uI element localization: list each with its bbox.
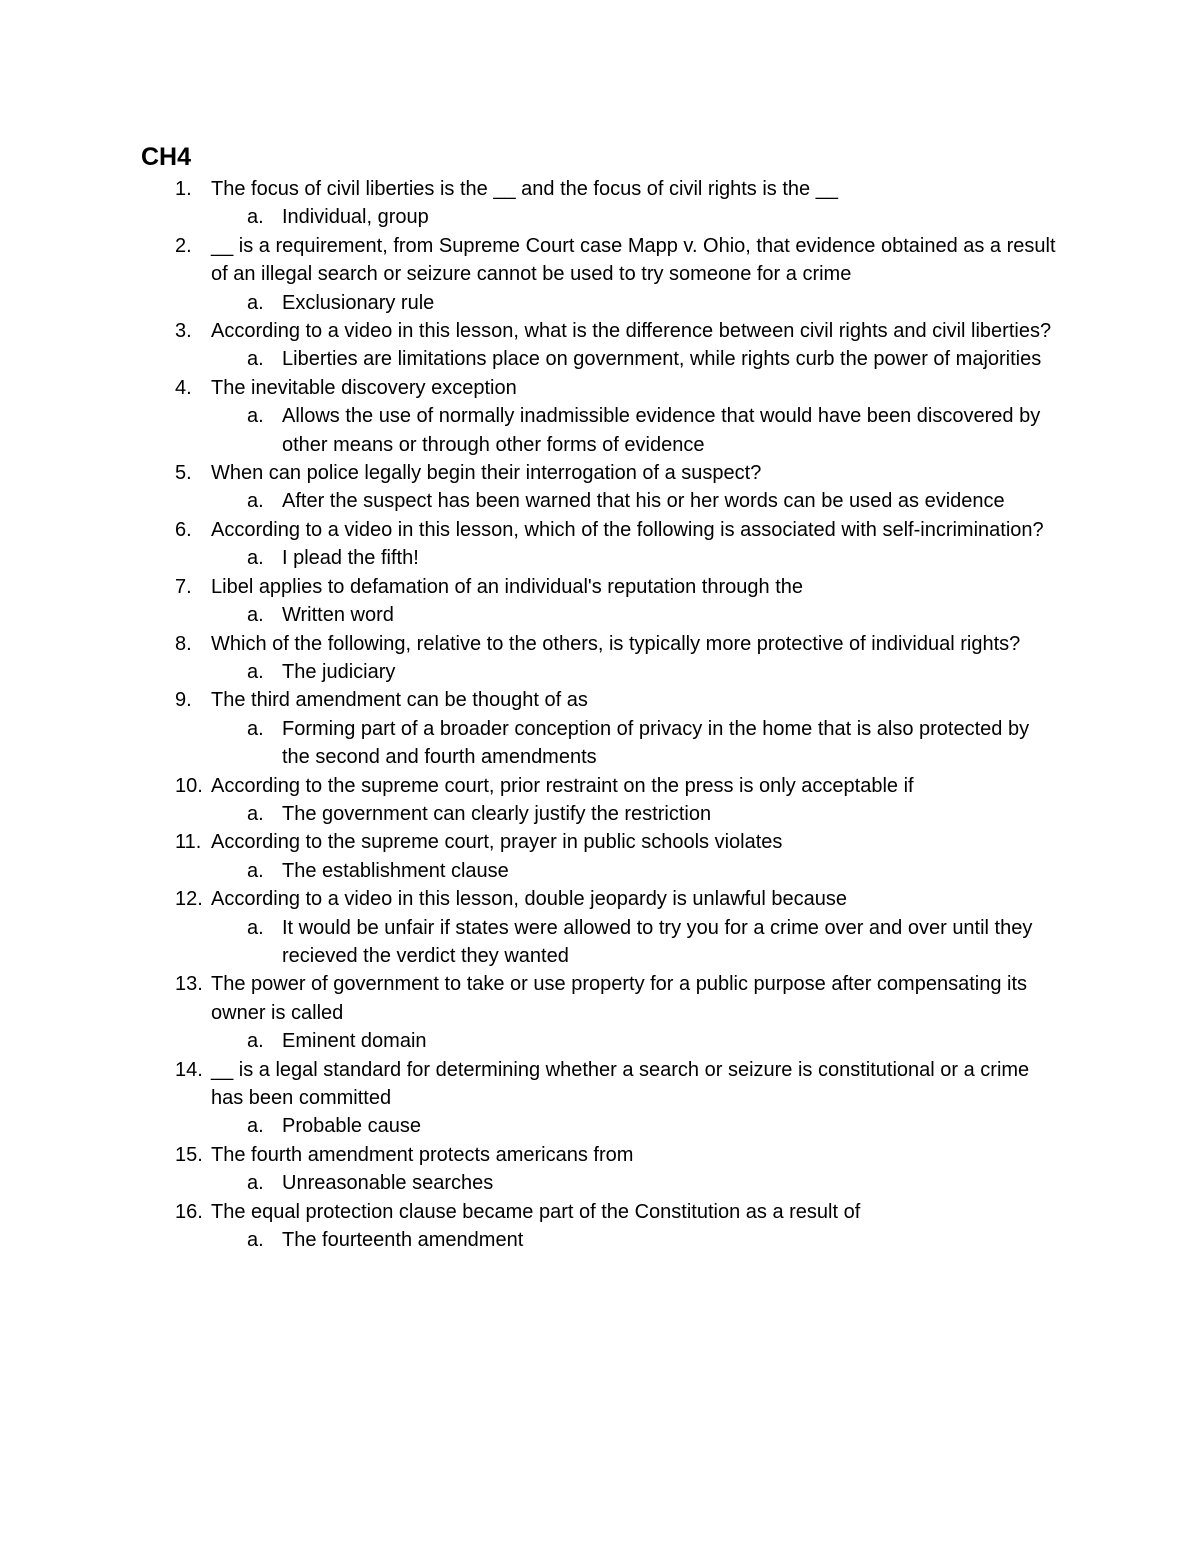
question-text: The third amendment can be thought of as	[211, 689, 588, 712]
answer-letter: a.	[247, 717, 264, 740]
question-number: 1.	[175, 178, 192, 200]
answer-text: Unreasonable searches	[282, 1172, 494, 1195]
answer-text: It would be unfair if states were allowed to try you for a crime over and over until they recieved the verdict they wanted	[282, 916, 1033, 967]
answer-text: The judiciary	[282, 660, 396, 683]
question-item	[0, 686, 1200, 771]
answer-text: Exclusionary rule	[282, 291, 435, 314]
answer-letter: a.	[247, 1229, 264, 1252]
question-item	[0, 175, 1200, 232]
answer-letter: a.	[247, 547, 264, 570]
question-number: 5.	[175, 462, 192, 485]
answer-item	[247, 715, 1060, 772]
answer-text: Allows the use of normally inadmissible evidence that would have been discovered by other means or through other forms of evidence	[282, 405, 1041, 456]
question-number: 8.	[175, 632, 192, 655]
question-item	[0, 885, 1200, 970]
question-item	[0, 232, 1200, 317]
answer-item	[247, 1112, 1060, 1140]
question-text: The fourth amendment protects americans from	[211, 1143, 634, 1166]
answer-text: Probable cause	[282, 1115, 421, 1138]
answer-item	[247, 203, 1060, 231]
answer-letter: a.	[247, 405, 264, 428]
answer-letter: a.	[247, 490, 264, 513]
answer-text: Individual, group	[282, 206, 429, 229]
question-text: Which of the following, relative to the others, is typically more protective of individual rights?	[211, 632, 1021, 655]
answer-item	[247, 857, 1060, 885]
question-item	[0, 317, 1200, 374]
question-text: According to a video in this lesson, what is the difference between civil rights and civil liberties?	[211, 320, 1052, 343]
answer-letter: a.	[247, 291, 264, 314]
answer-text: Written word	[282, 604, 394, 627]
question-number: 15.	[175, 1143, 203, 1166]
answer-letter: a.	[247, 604, 264, 627]
question-number: 11.	[175, 831, 202, 854]
answer-text: I plead the fifth!	[282, 547, 419, 570]
question-item	[0, 1198, 1200, 1255]
answer-text: Eminent domain	[282, 1030, 427, 1053]
answer-text: After the suspect has been warned that his or her words can be used as evidence	[282, 490, 1005, 513]
question-list	[0, 175, 1200, 1254]
answer-item	[247, 487, 1060, 515]
question-item	[0, 630, 1200, 687]
answer-item	[247, 402, 1060, 459]
question-item	[0, 828, 1200, 885]
question-item	[0, 772, 1200, 829]
answer-item	[247, 1169, 1060, 1197]
question-text: The inevitable discovery exception	[211, 376, 517, 399]
question-number: 10.	[175, 774, 203, 797]
question-item	[0, 1141, 1200, 1198]
answer-text: The fourteenth amendment	[282, 1229, 524, 1252]
question-item	[0, 970, 1200, 1055]
question-text: According to the supreme court, prayer in public schools violates	[211, 831, 783, 854]
question-item	[0, 374, 1200, 459]
question-text: According to a video in this lesson, which of the following is associated with self-incrimination?	[211, 518, 1044, 541]
question-number: 13.	[175, 973, 203, 996]
answer-letter: a.	[247, 1172, 264, 1195]
answer-letter: a.	[247, 660, 264, 683]
answer-item	[247, 914, 1060, 971]
answer-item	[247, 1226, 1060, 1254]
question-text: Libel applies to defamation of an individual's reputation through the	[211, 575, 804, 598]
question-text: The equal protection clause became part of the Constitution as a result of	[211, 1200, 861, 1223]
answer-letter: a.	[247, 859, 264, 882]
answer-letter: a.	[247, 348, 264, 371]
answer-item	[247, 289, 1060, 317]
question-number: 6.	[175, 518, 192, 541]
answer-letter: a.	[247, 1115, 264, 1138]
question-text: According to a video in this lesson, double jeopardy is unlawful because	[211, 888, 847, 911]
question-number: 3.	[175, 320, 192, 343]
page-title: CH4	[141, 143, 192, 171]
answer-text: Forming part of a broader conception of privacy in the home that is also protected by the second and fourth amendments	[282, 717, 1030, 769]
question-item	[0, 459, 1200, 516]
question-text: __ is a legal standard for determining whether a search or seizure is constitutional or a crime has been committed	[211, 1058, 1030, 1109]
question-text: The focus of civil liberties is the __ and the focus of civil rights is the __	[211, 178, 838, 200]
answer-letter: a.	[247, 1030, 264, 1053]
question-number: 7.	[175, 575, 192, 598]
question-number: 16.	[175, 1200, 203, 1223]
question-item	[0, 573, 1200, 630]
answer-item	[247, 1027, 1060, 1055]
answer-item	[247, 800, 1060, 828]
question-number: 14.	[175, 1058, 203, 1081]
question-number: 12.	[175, 888, 203, 911]
question-text: The power of government to take or use property for a public purpose after compensating its owner is called	[211, 973, 1027, 1024]
answer-item	[247, 601, 1060, 629]
question-number: 2.	[175, 234, 192, 257]
question-number: 9.	[175, 689, 192, 712]
answer-letter: a.	[247, 206, 264, 229]
question-text: When can police legally begin their interrogation of a suspect?	[211, 462, 762, 485]
question-text: According to the supreme court, prior restraint on the press is only acceptable if	[211, 774, 914, 797]
answer-text: The government can clearly justify the restriction	[282, 802, 712, 825]
question-item	[0, 516, 1200, 573]
answer-text: The establishment clause	[282, 859, 509, 882]
answer-item	[247, 544, 1060, 572]
answer-letter: a.	[247, 802, 264, 825]
answer-item	[247, 345, 1060, 373]
question-number: 4.	[175, 376, 192, 399]
answer-item	[247, 658, 1060, 686]
answer-letter: a.	[247, 916, 264, 939]
question-text: __ is a requirement, from Supreme Court case Mapp v. Ohio, that evidence obtained as a result of an illegal search or seizure cannot be used to try someone for a crime	[211, 234, 1056, 286]
question-item	[0, 1056, 1200, 1141]
answer-text: Liberties are limitations place on government, while rights curb the power of majorities	[282, 348, 1042, 371]
